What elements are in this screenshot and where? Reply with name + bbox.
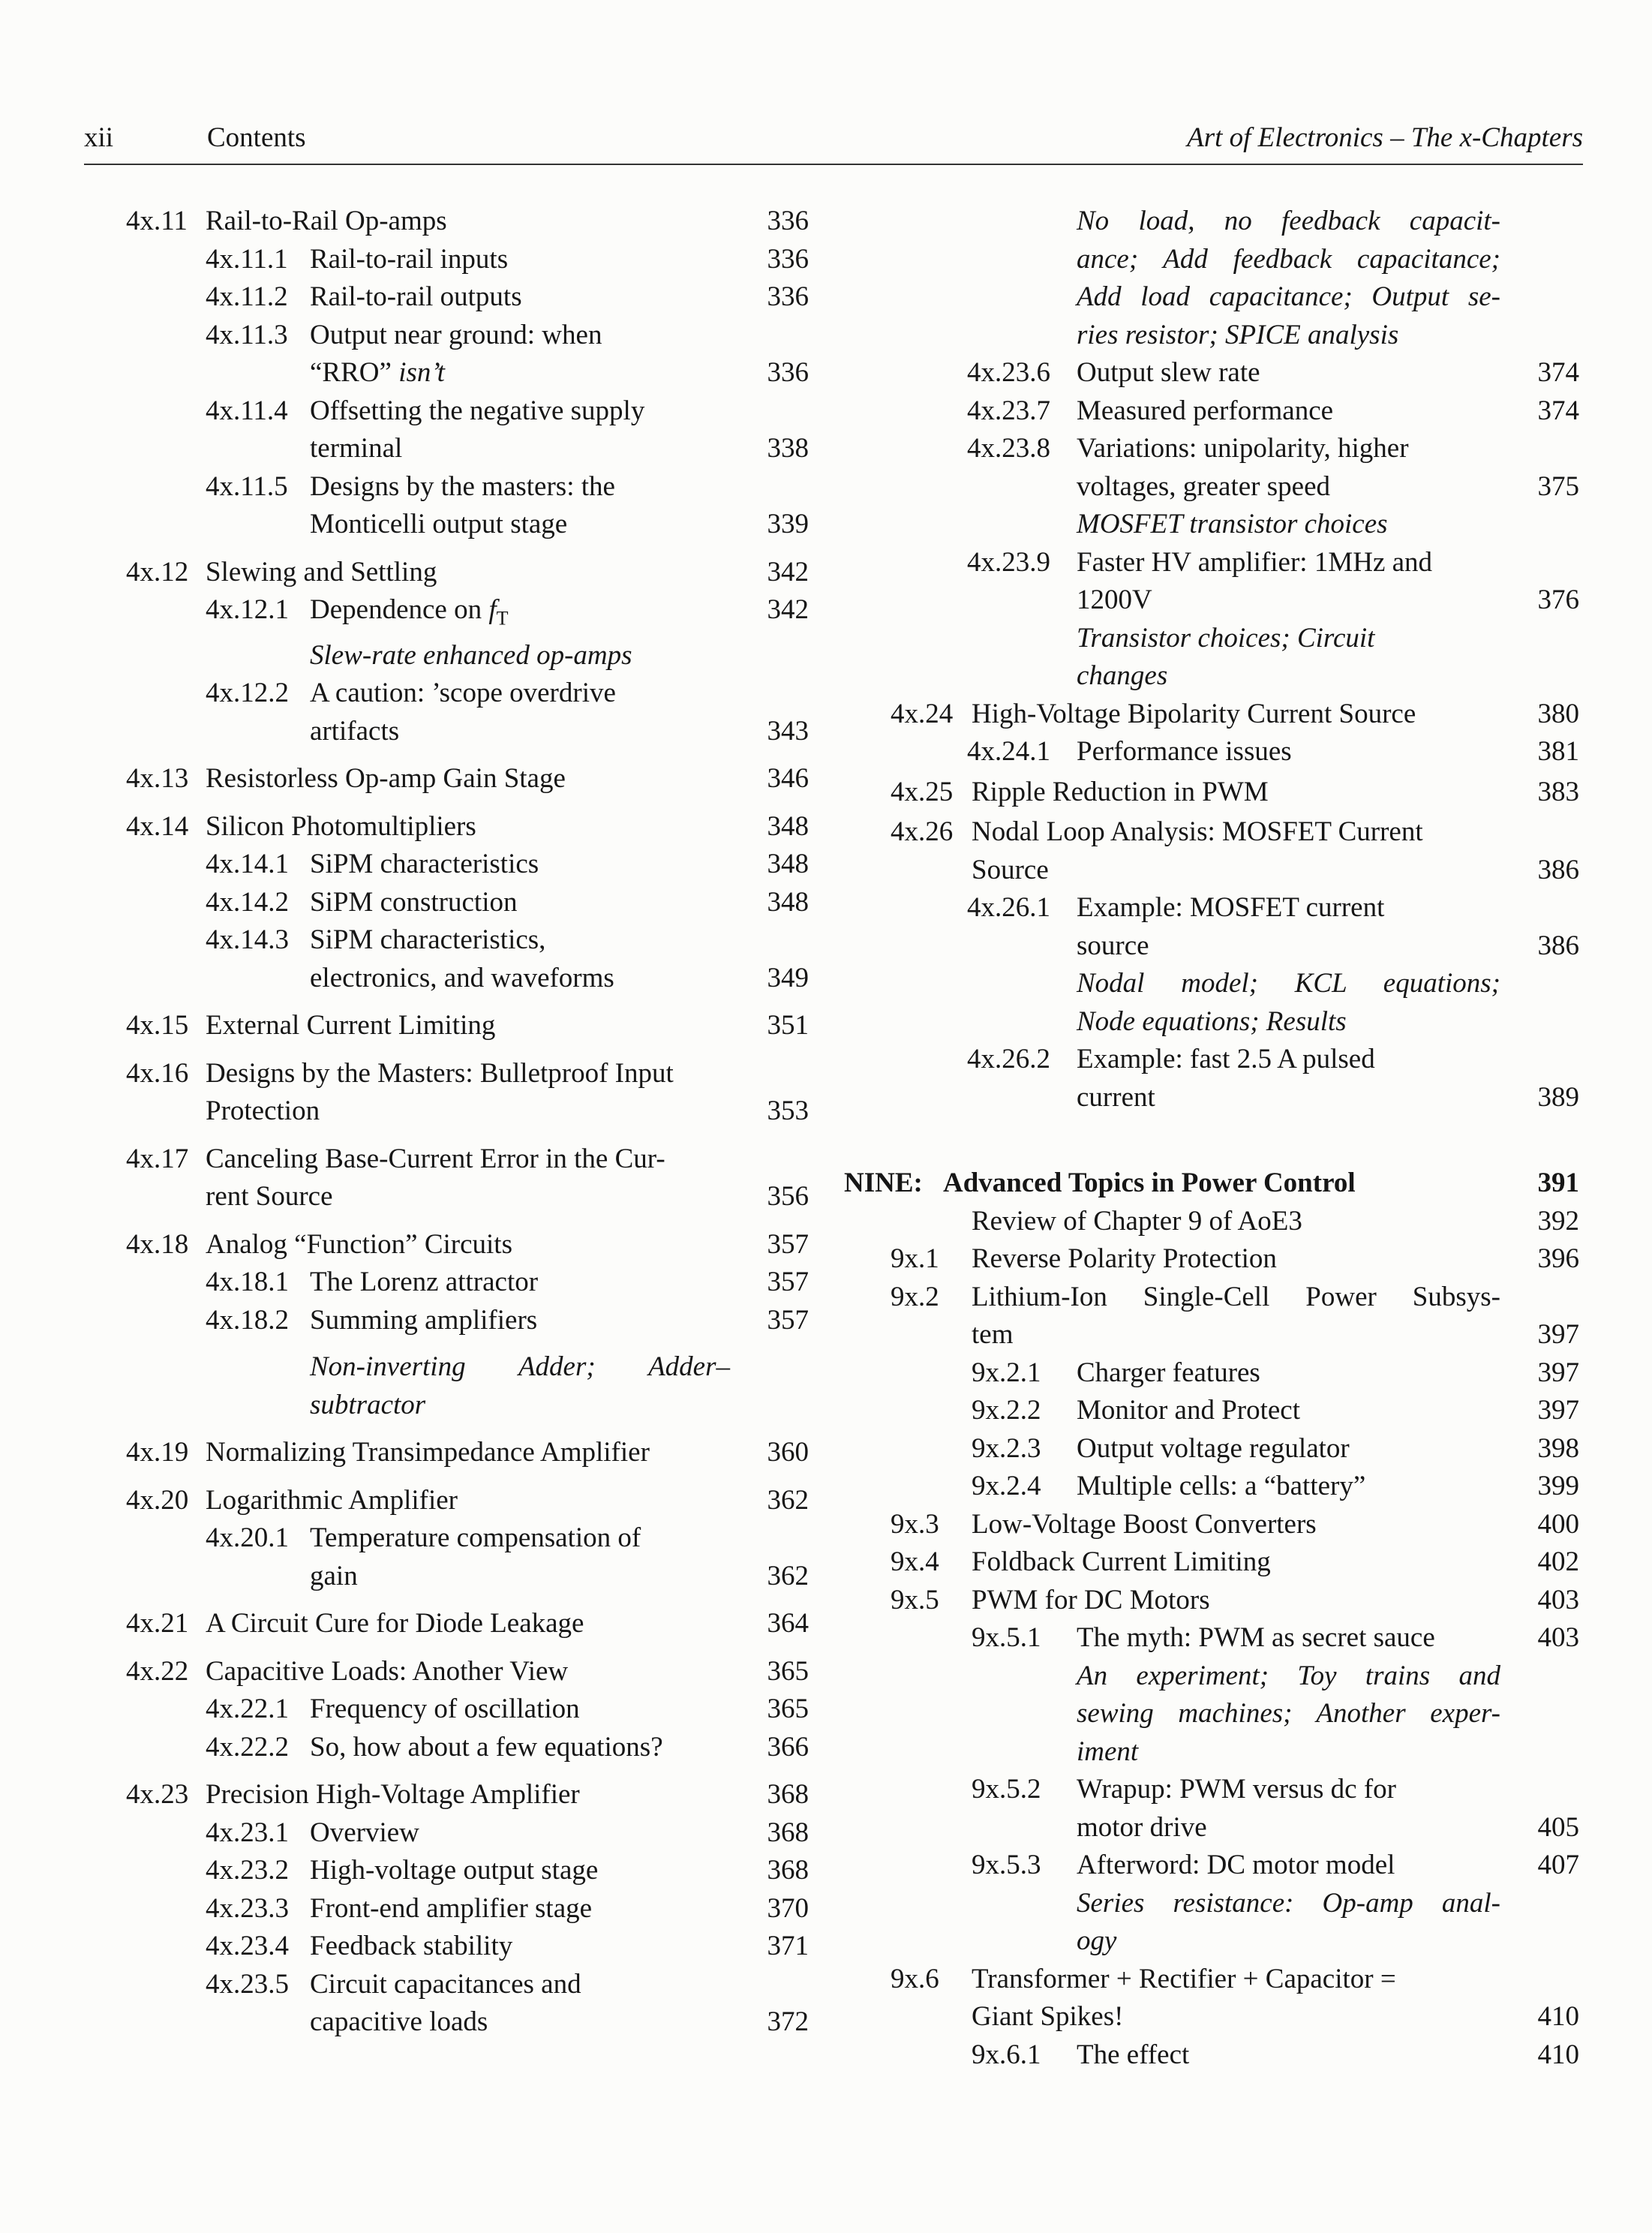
toc-entry[interactable]: 4x.14.2 SiPM construction 348 [206,886,809,918]
toc-entry[interactable]: 4x.22.2 So, how about a few equations? 366 [206,1731,809,1763]
toc-entry[interactable]: 9x.5.1 The myth: PWM as secret sauce 403 [972,1622,1579,1653]
header-rule [84,164,1583,165]
toc-entry[interactable]: 4x.21 A Circuit Cure for Diode Leakage 364 [126,1608,809,1639]
toc-entry[interactable]: 4x.19 Normalizing Transimpedance Amplifier 360 [126,1437,809,1468]
toc-entry[interactable]: 4x.22 Capacitive Loads: Another View 365 [126,1655,809,1687]
toc-entry[interactable]: 9x.4 Foldback Current Limiting 402 [891,1546,1579,1577]
toc-entry[interactable]: 9x.5.3 Afterword: DC motor model 407 [972,1850,1579,1880]
toc-subtopics: Non-inverting Adder; Adder– subtractor [310,1351,730,1420]
toc-entry[interactable]: 4x.12.2 A caution: ’scope overdrive artifacts 343 [206,678,809,747]
toc-entry[interactable]: 9x.2.1 Charger features 397 [972,1357,1579,1388]
toc-entry[interactable]: 9x.2.4 Multiple cells: a “battery” 399 [972,1471,1579,1501]
toc-entry[interactable]: 4x.22.1 Frequency of oscillation 365 [206,1694,809,1724]
toc-right-column [844,203,1579,2074]
toc-subtopics: MOSFET transistor choices [1077,509,1388,539]
toc-entry[interactable]: 4x.23.4 Feedback stability 371 [206,1931,809,1961]
toc-entry[interactable]: 4x.15 External Current Limiting 351 [126,1010,809,1041]
toc-entry[interactable]: 9x.5.2 Wrapup: PWM versus dc for motor drive 405 [972,1774,1579,1843]
toc-entry[interactable]: 4x.18.2 Summing amplifiers 357 [206,1304,809,1336]
toc-subtopics: Slew-rate enhanced op-amps [310,639,632,671]
toc-entry[interactable]: Review of Chapter 9 of AoE3 392 [972,1205,1579,1237]
toc-entry[interactable]: 4x.24 High-Voltage Bipolarity Current Source 380 [891,698,1579,729]
toc-entry[interactable]: 4x.11 Rail-to-Rail Op-amps 336 [126,206,809,236]
toc-entry[interactable]: 4x.23.3 Front-end amplifier stage 370 [206,1892,809,1924]
toc-entry[interactable]: 9x.6 Transformer + Rectifier + Capacitor = Giant Spikes! 410 [891,1963,1579,2032]
toc-entry[interactable]: 9x.6.1 The effect 410 [972,2039,1579,2070]
toc-entry[interactable]: 4x.20 Logarithmic Amplifier 362 [126,1484,809,1516]
toc-entry[interactable]: 9x.2 Lithium-Ion Single-Cell Power Subsys- tem 397 [891,1281,1579,1350]
toc-entry[interactable]: 4x.23.5 Circuit capacitances and capacitive loads 372 [206,1968,809,2037]
toc-entry[interactable]: 4x.18.1 The Lorenz attractor 357 [206,1267,809,1297]
toc-entry[interactable]: 4x.16 Designs by the Masters: Bulletproof Input Protection 353 [126,1057,809,1126]
toc-entry[interactable]: 4x.23 Precision High-Voltage Amplifier 368 [126,1779,809,1810]
toc-entry[interactable]: 4x.13 Resistorless Op-amp Gain Stage 346 [126,763,809,794]
toc-entry[interactable]: 4x.26.1 Example: MOSFET current source 386 [967,892,1579,961]
toc-entry[interactable]: 4x.17 Canceling Base-Current Error in the Cur- rent Source 356 [126,1143,809,1212]
toc-entry[interactable]: 4x.11.4 Offsetting the negative supply terminal 338 [206,395,809,464]
toc-entry[interactable]: 4x.25 Ripple Reduction in PWM 383 [891,776,1579,807]
toc-entry[interactable]: 4x.11.5 Designs by the masters: the Monticelli output stage 339 [206,470,809,539]
toc-entry[interactable]: 4x.11.1 Rail-to-rail inputs 336 [206,243,809,275]
toc-entry[interactable]: 4x.23.1 Overview 368 [206,1817,809,1848]
toc-entry[interactable]: 9x.5 PWM for DC Motors 403 [891,1584,1579,1615]
page-header [84,117,1583,162]
toc-entry[interactable]: 9x.3 Low-Voltage Boost Converters 400 [891,1508,1579,1540]
toc-entry[interactable]: 4x.23.7 Measured performance 374 [967,395,1579,426]
toc-entry[interactable]: 4x.24.1 Performance issues 381 [967,736,1579,767]
toc-subtopics: No load, no feedback capacit- ance; Add feedback capacitance; Add load capacitance; Output se- ries resistor; SPICE analysis [1077,206,1500,350]
toc-entry[interactable]: 4x.11.3 Output near ground: when “RRO” isn’t 336 [206,319,809,388]
toc-entry[interactable]: 4x.26.2 Example: fast 2.5 A pulsed current 389 [967,1044,1579,1113]
toc-entry[interactable]: 4x.14.3 SiPM characteristics, electronics, and waveforms 349 [206,924,809,993]
toc-entry[interactable]: 4x.23.2 High-voltage output stage 368 [206,1855,809,1886]
toc-entry[interactable]: 9x.2.2 Monitor and Protect 397 [972,1395,1579,1426]
toc-entry[interactable]: 9x.2.3 Output voltage regulator 398 [972,1432,1579,1464]
toc-entry[interactable]: 4x.20.1 Temperature compensation of gain 362 [206,1522,809,1591]
chapter-heading[interactable]: NINE: Advanced Topics in Power Control 391 [844,1168,1579,1198]
toc-subtopics: An experiment; Toy trains and sewing machines; Another exper- iment [1077,1660,1500,1767]
page-number: xii [84,122,114,153]
toc-entry[interactable]: 4x.12.1 Dependence on $f_T$ 342 [206,594,809,630]
toc-subtopics: Series resistance: Op-amp anal- ogy [1077,1887,1500,1956]
toc-subtopics: Transistor choices; Circuit changes [1077,622,1375,691]
toc-entry[interactable]: 4x.23.9 Faster HV amplifier: 1MHz and 1200V 376 [967,546,1579,615]
section-name: Contents [207,122,306,153]
toc-entry[interactable]: 4x.14 Silicon Photomultipliers 348 [126,810,809,842]
toc-entry[interactable]: 4x.23.6 Output slew rate 374 [967,357,1579,388]
toc-entry[interactable]: 4x.23.8 Variations: unipolarity, higher voltages, greater speed 375 [967,433,1579,502]
toc-entry[interactable]: 4x.12 Slewing and Settling 342 [126,556,809,588]
book-title: Art of Electronics – The x-Chapters [1187,122,1583,153]
toc-left-column [126,203,809,2042]
toc-entry[interactable]: 4x.26 Nodal Loop Analysis: MOSFET Current Source 386 [891,816,1579,885]
toc-subtopics: Nodal model; KCL equations; Node equations; Results [1077,968,1500,1037]
toc-entry[interactable]: 4x.18 Analog “Function” Circuits 357 [126,1228,809,1260]
toc-entry[interactable]: 9x.1 Reverse Polarity Protection 396 [891,1243,1579,1274]
toc-entry[interactable]: 4x.14.1 SiPM characteristics 348 [206,849,809,879]
toc-entry[interactable]: 4x.11.2 Rail-to-rail outputs 336 [206,281,809,312]
